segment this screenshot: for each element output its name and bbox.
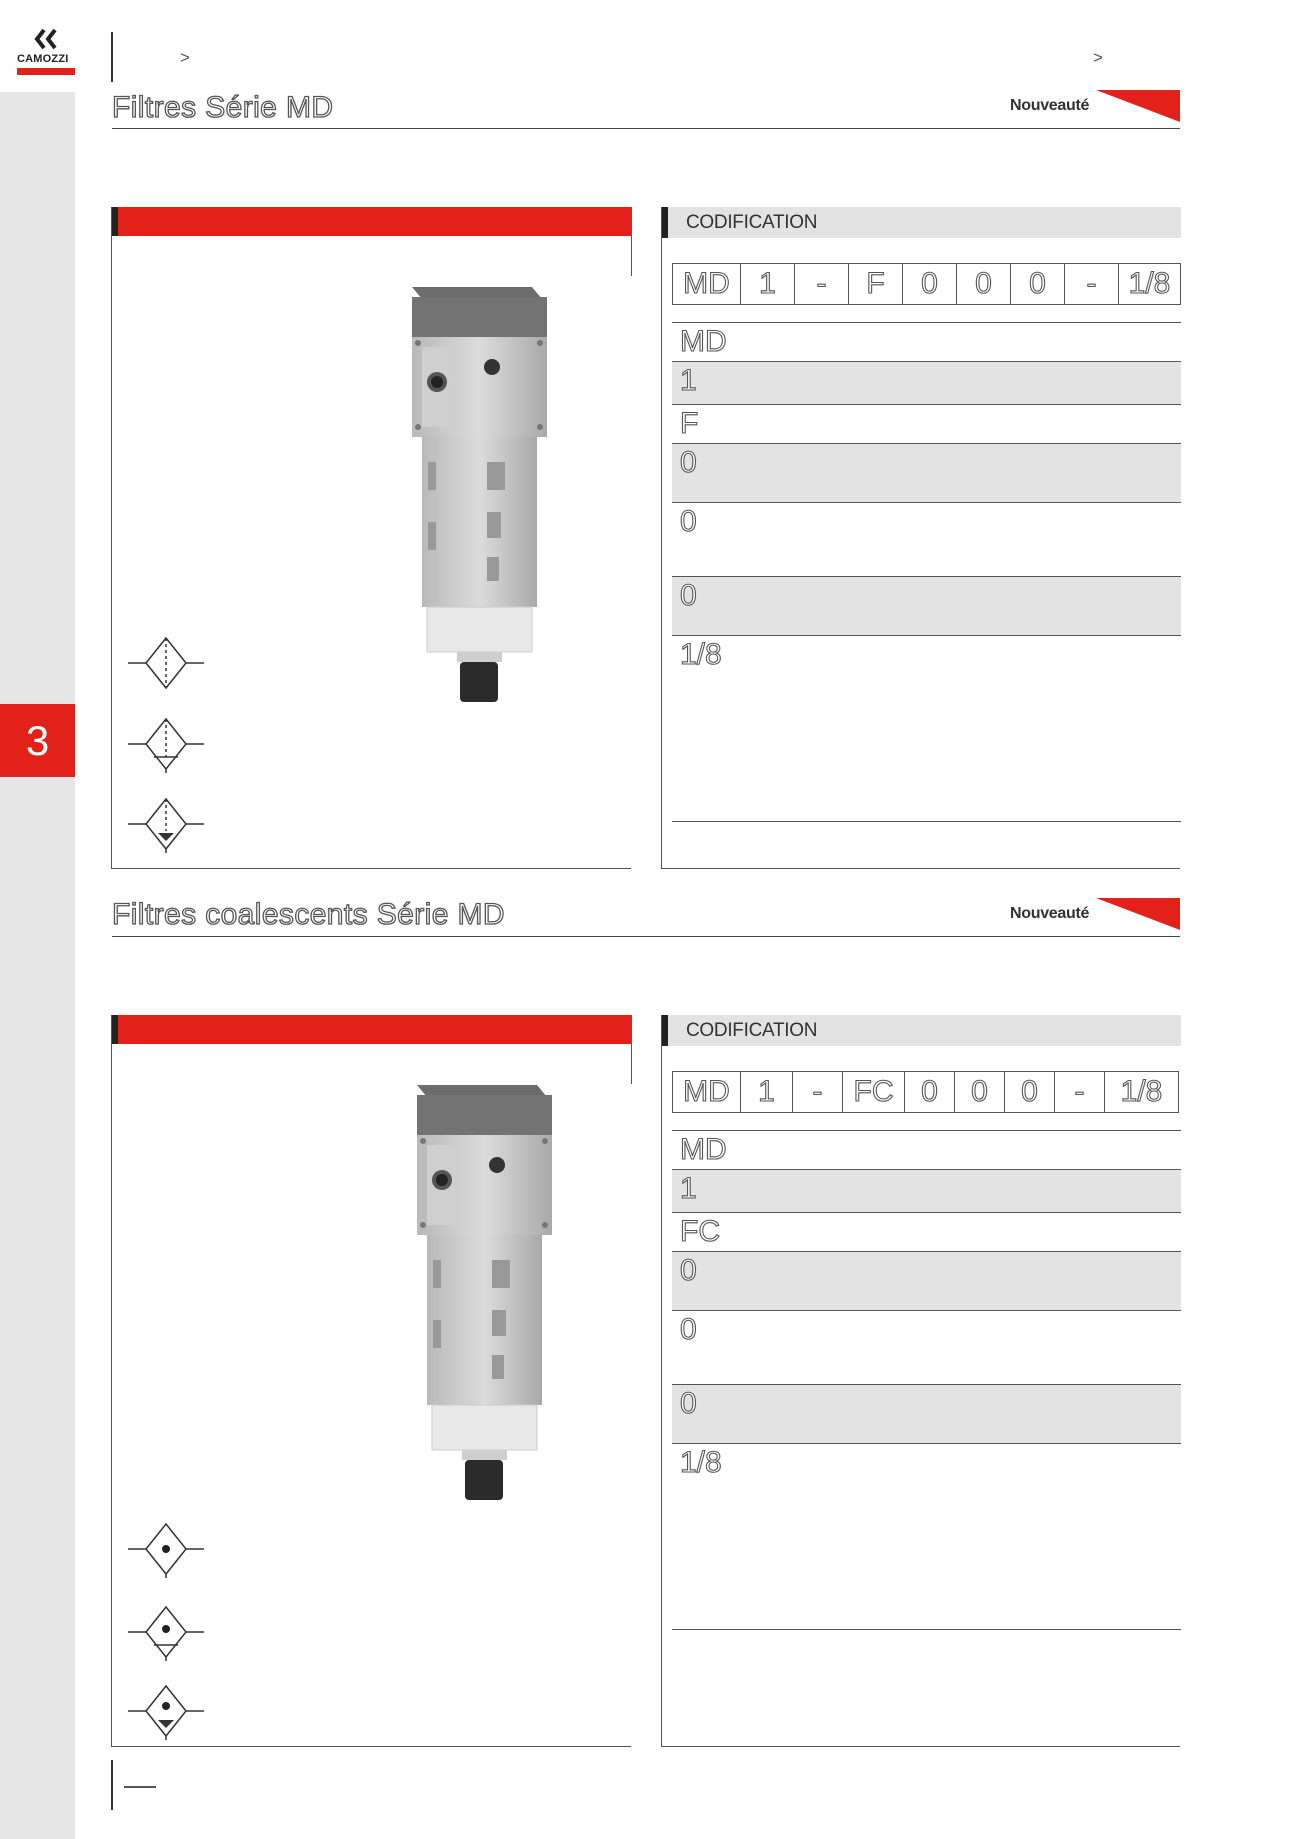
code-cell: 0 <box>1011 264 1065 304</box>
legend-row <box>672 1443 1181 1629</box>
footer-divider <box>111 1760 113 1810</box>
panel-header-mark <box>112 207 118 236</box>
code-cell: MD <box>673 1072 741 1112</box>
code-cell: - <box>793 1072 843 1112</box>
coalescing-filter-auto-drain-icon <box>128 1682 204 1740</box>
chapter-tab[interactable] <box>0 704 75 777</box>
code-cell: - <box>1065 264 1119 304</box>
camozzi-logo <box>17 28 75 76</box>
panel-header-mark <box>112 1015 118 1044</box>
footer-page-dash <box>124 1786 156 1788</box>
legend-row <box>672 1310 1181 1384</box>
legend-key: 0 <box>680 1254 697 1287</box>
legend-row <box>672 1384 1181 1443</box>
brand-name: CAMOZZI <box>17 53 69 65</box>
legend-row <box>672 1212 1181 1251</box>
filter-manual-drain-icon <box>128 715 204 773</box>
new-badge: Nouveauté <box>1010 905 1090 922</box>
legend-end-rule <box>672 821 1181 822</box>
codification-panel <box>661 1015 1180 1747</box>
code-cell: - <box>1055 1072 1105 1112</box>
legend-row <box>672 1130 1181 1169</box>
new-badge: Nouveauté <box>1010 97 1090 114</box>
legend-key: 1/8 <box>680 638 722 671</box>
code-cell: 0 <box>1005 1072 1055 1112</box>
legend-key: 1 <box>680 1172 697 1205</box>
legend-key: F <box>680 407 699 440</box>
codification-panel <box>661 207 1180 869</box>
code-cell: - <box>795 264 849 304</box>
legend-row <box>672 635 1181 821</box>
legend-row <box>672 1251 1181 1310</box>
legend-key: 0 <box>680 1387 697 1420</box>
legend-row <box>672 1169 1181 1212</box>
code-cell: 1/8 <box>1105 1072 1179 1112</box>
legend-row <box>672 502 1181 576</box>
legend-key: MD <box>680 325 727 358</box>
code-cell: 0 <box>903 264 957 304</box>
legend-row <box>672 361 1181 404</box>
code-cell: F <box>849 264 903 304</box>
product-panel-header <box>112 1015 632 1044</box>
codification-header-mark <box>662 1015 668 1046</box>
legend-key: 1/8 <box>680 1446 722 1479</box>
red-corner-icon <box>1096 898 1180 930</box>
header-divider <box>111 32 113 82</box>
filter-symbol-icon <box>128 634 204 692</box>
code-cell: 0 <box>905 1072 955 1112</box>
section-rule <box>112 936 1180 937</box>
panel-edge <box>631 1044 632 1084</box>
coalescing-filter-symbol-icon <box>128 1520 204 1578</box>
coalescing-filter-manual-drain-icon <box>128 1603 204 1661</box>
section-title: Filtres coalescents Série MD <box>112 898 505 931</box>
product-panel <box>111 207 631 869</box>
codification-title: CODIFICATION <box>686 212 818 233</box>
legend-key: 1 <box>680 364 697 397</box>
legend-row <box>672 404 1181 443</box>
code-cell: MD <box>673 264 741 304</box>
codification-title: CODIFICATION <box>686 1020 818 1041</box>
coalescing-filter-product-image <box>397 1085 567 1505</box>
legend-key: 0 <box>680 446 697 479</box>
legend-row <box>672 576 1181 635</box>
code-cell: 1 <box>741 264 795 304</box>
code-cell: 1/8 <box>1119 264 1181 304</box>
code-cell: 0 <box>957 264 1011 304</box>
legend-key: 0 <box>680 505 697 538</box>
filter-auto-drain-icon <box>128 795 204 853</box>
section-rule <box>112 128 1180 129</box>
legend-key: 0 <box>680 1313 697 1346</box>
legend-end-rule <box>672 1629 1181 1630</box>
legend-key: FC <box>680 1215 720 1248</box>
code-cell: 0 <box>955 1072 1005 1112</box>
codification-header-mark <box>662 207 668 238</box>
red-corner-icon <box>1096 90 1180 122</box>
chapter-number: 3 <box>25 716 50 764</box>
breadcrumb-separator-right: > <box>1093 48 1103 67</box>
code-cell: 1 <box>741 1072 793 1112</box>
panel-edge <box>631 236 632 276</box>
camozzi-logo-icon <box>34 28 58 50</box>
code-row <box>672 1071 1179 1113</box>
product-panel-header <box>112 207 632 236</box>
section-title: Filtres Série MD <box>112 91 334 124</box>
page-sidebar <box>0 92 75 1839</box>
filter-product-image <box>392 287 562 707</box>
logo-red-bar <box>17 68 75 75</box>
code-cell: FC <box>843 1072 905 1112</box>
legend-key: MD <box>680 1133 727 1166</box>
code-row <box>672 263 1181 305</box>
product-panel <box>111 1015 631 1747</box>
codification-header <box>662 207 1181 238</box>
legend-row <box>672 443 1181 502</box>
legend-key: 0 <box>680 579 697 612</box>
codification-header <box>662 1015 1181 1046</box>
breadcrumb-separator-left: > <box>180 48 190 67</box>
legend-row <box>672 322 1181 361</box>
